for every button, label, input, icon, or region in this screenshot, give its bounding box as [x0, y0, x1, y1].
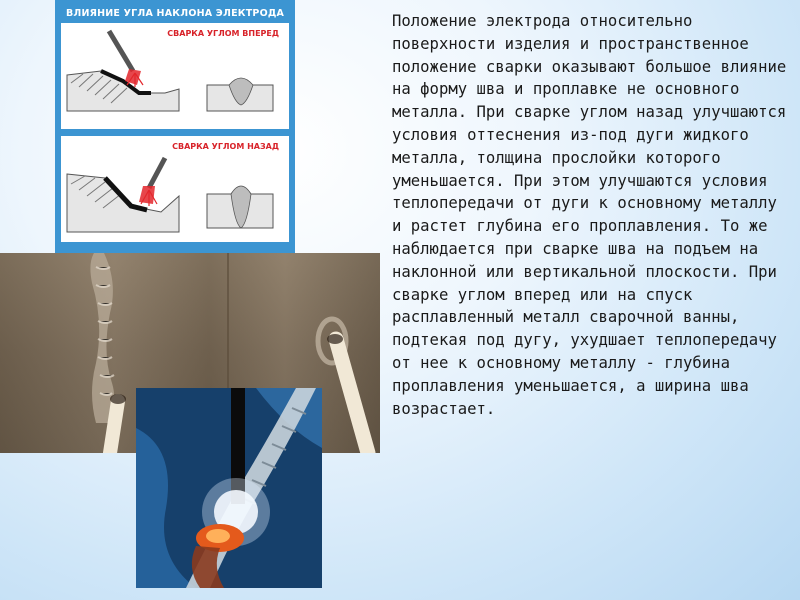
welding-arc-photo [136, 388, 322, 588]
diagram-panel-forward [61, 23, 289, 129]
panel-forward-label: СВАРКА УГЛОМ ВПЕРЕД [167, 29, 279, 38]
body-text: Положение электрода относительно поверхности изделия и пространственное положение сварки оказывают большое влияние на форму шва и проплавке не основного металла. При сварке углом назад улучшаются условия оттеснения из-под дуги жидкого металла, толщина прослойки которого уменьшается. При этом улучшаются условия теплопередачи от дуги к основному металлу и растет глубина его проплавления. То же наблюдается при сварке шва на подъем на наклонной или вертикальной плоскости. При сварке углом вперед или на спуск расплавленный металл сварочной ванны, подтекая под дугу, ухудшает теплопередачу от нее к основному металлу - глубина проплавления уменьшается, а ширина шва возрастает. [392, 12, 787, 418]
diagram-panel-backward [61, 136, 289, 242]
welding-angle-diagram [55, 0, 295, 253]
welding-arc-illustration [136, 388, 322, 588]
forward-angle-illustration [61, 23, 289, 129]
backward-angle-illustration [61, 136, 289, 242]
diagram-title: ВЛИЯНИЕ УГЛА НАКЛОНА ЭЛЕКТРОДА [65, 8, 285, 19]
panel-backward-label: СВАРКА УГЛОМ НАЗАД [172, 142, 279, 151]
